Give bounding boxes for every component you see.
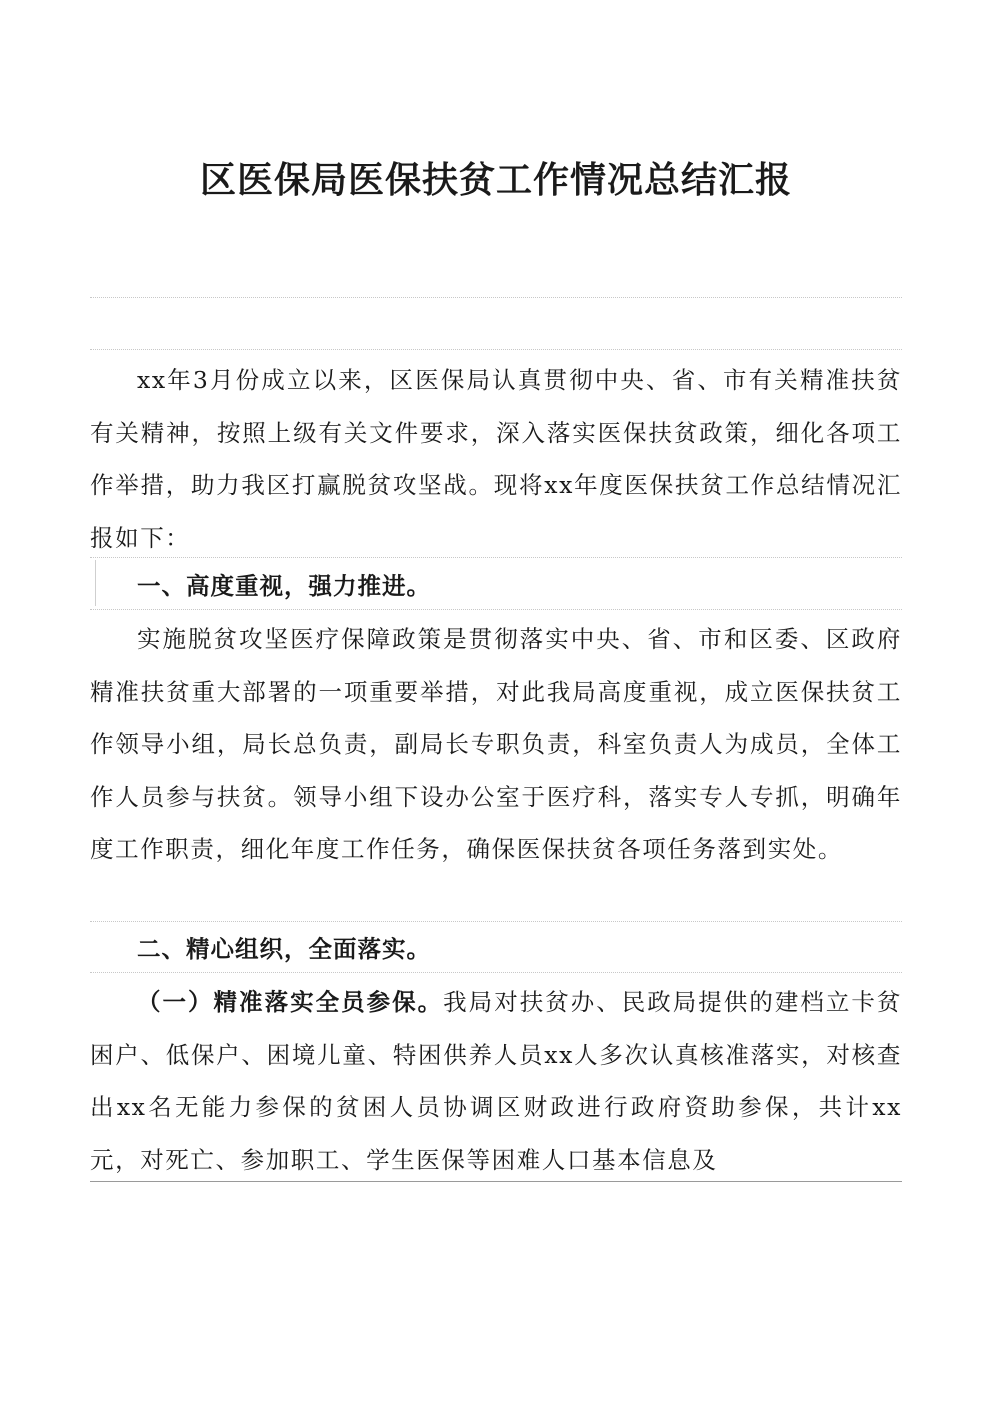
subsection-1-body: 我局对扶贫办、民政局提供的建档立卡贫困户、低保户、困境儿童、特困供养人员xx人多次认真核准落实，对核查出xx名无能力参保的贫困人员协调区财政进行政府资助参保，共计xx元，对死亡、参加职工、学生医保等困难人口基本信息及 bbox=[90, 988, 902, 1174]
subsection-1-paragraph bbox=[90, 976, 902, 1186]
divider bbox=[90, 921, 902, 922]
divider bbox=[90, 557, 902, 558]
divider bbox=[90, 349, 902, 350]
intro-paragraph: xx年3月份成立以来，区医保局认真贯彻中央、省、市有关精准扶贫有关精神，按照上级有关文件要求，深入落实医保扶贫政策，细化各项工作举措，助力我区打赢脱贫攻坚战。现将xx年度医保扶贫工作总结情况汇报如下： bbox=[90, 366, 902, 552]
divider bbox=[90, 972, 902, 973]
divider bbox=[90, 609, 902, 610]
document-title: 区医保局医保扶贫工作情况总结汇报 bbox=[199, 159, 792, 201]
section-1-paragraph: 实施脱贫攻坚医疗保障政策是贯彻落实中央、省、市和区委、区政府精准扶贫重大部署的一项重要举措，对此我局高度重视，成立医保扶贫工作领导小组，局长总负责，副局长专职负责，科室负责人为成员，全体工作人员参与扶贫。领导小组下设办公室于医疗科，落实专人专抓，明确年度工作职责，细化年度工作任务，确保医保扶贫各项任务落到实处。 bbox=[90, 625, 902, 863]
divider bbox=[90, 297, 902, 298]
section-1-heading: 一、高度重视，强力推进。 bbox=[137, 572, 431, 600]
page-bottom-rule bbox=[90, 1181, 902, 1182]
section-2-heading: 二、精心组织，全面落实。 bbox=[137, 935, 431, 963]
subsection-1-lead: （一）精准落实全员参保。 bbox=[137, 988, 444, 1016]
